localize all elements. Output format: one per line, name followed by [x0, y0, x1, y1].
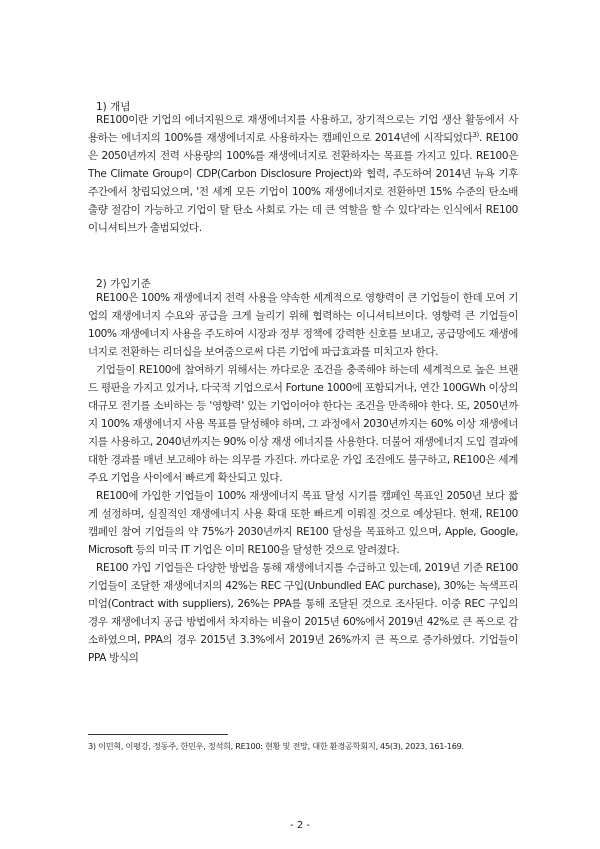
- section-2-heading: 2) 가입기준: [96, 278, 151, 290]
- section-1-text-b: . RE100은 2050년까지 전력 사용량의 100%를 재생에너지로 전환하자는 목표를 가지고 있다. RE100은 The Climate Group이 CDP(Carbon Disclosure Project)와 협력, 주도하여 2014년 뉴욕 기후주간에서 창립되었으며, '전 세계 모든 기업이 100% 재생에너지로 전환하면 15% 수준의 탄소배출량 절감이 가능하고 기업이 탈 탄소 사회로 가는 데 큰 역할을 할 수 있다'라는 인식에서 RE100 이니셔티브가 출범되었다.: [88, 132, 519, 234]
- section-2-paragraph-2: 기업들이 RE100에 참여하기 위해서는 까다로운 조건을 충족해야 하는데 세계적으로 높은 브랜드 평판을 가지고 있거나, 다국적 기업으로서 Fortune 1000에 포함되거나, 연간 100GWh 이상의 대규모 전기를 소비하는 등 '영향력' 있는 기업이어야 한다는 조건을 만족해야 한다. 또, 2050년까지 100% 재생에너지 사용 목표를 달성해야 하며, 그 과정에서 2030년까지는 60% 이상 재생에너지를 사용하고, 2040년까지는 90% 이상 재생 에너지를 사용한다. 더불어 재생에너지 도입 결과에 대한 경과를 매년 보고해야 하는 의무를 가진다. 까다로운 가입 조건에도 불구하고, RE100은 세계 주요 기업을 사이에서 빠르게 확산되고 있다.: [88, 364, 518, 484]
- footnote-3: 3) 이민혁, 이평강, 정동주, 한민우, 정석희, RE100: 현황 및 전망, 대한 환경공학회지, 45(3), 2023, 161-169.: [88, 741, 464, 751]
- page-number: - 2 -: [290, 820, 310, 831]
- footnote-ref-3[interactable]: 3): [472, 131, 479, 139]
- section-2-paragraph-3: RE100에 가입한 기업들이 100% 재생에너지 목표 달성 시기를 캠페인 목표인 2050년 보다 짧게 설정하며, 실질적인 재생에너지 사용 확대 또한 빠르게 이뤄질 것으로 예상된다. 현재, RE100 캠페인 참여 기업들의 약 75%가 2030년까지 RE100 달성을 목표하고 있으며, Apple, Google, Microsoft 등의 미국 IT 기업은 이미 RE100을 달성한 것으로 알려졌다.: [88, 490, 518, 556]
- section-1-body: [88, 111, 518, 237]
- section-1-paragraph: [88, 111, 518, 237]
- section-1-text-a: RE100이란 기업의 에너지원으로 재생에너지를 사용하고, 장기적으로는 기업 생산 활동에서 사용하는 에너지의 100%를 재생에너지로 사용하자는 캠페인으로 2014년에 시작되었다: [88, 114, 518, 144]
- footnote-divider: [88, 734, 228, 735]
- section-2-paragraph-1: RE100은 100% 재생에너지 전력 사용을 약속한 세계적으로 영향력이 큰 기업들이 한데 모여 기업의 재생에너지 수요와 공급을 크게 늘리기 위해 협력하는 이니셔티브이다. 영향력 큰 기업들이 100% 재생에너지 사용을 주도하여 시장과 정부 정책에 강력한 신호를 보내고, 공급망에도 재생에너지로 전환하는 리더십을 보여줌으로써 다른 기업에 파급효과를 미치고자 한다.: [88, 292, 518, 358]
- section-2-paragraph-4: RE100 가입 기업들은 다양한 방법을 통해 재생에너지를 수급하고 있는데, 2019년 기준 RE100 기업들이 조달한 재생에너지의 42%는 REC 구입(Unbundled EAC purchase), 30%는 녹색프리미엄(Contract with suppliers), 26%는 PPA를 통해 조달된 것으로 조사된다. 이중 REC 구입의 경우 재생에너지 공급 방법에서 차지하는 비율이 2015년 60%에서 2019년 42%로 큰 폭으로 감소하였으며, PPA의 경우 2015년 3.3%에서 2019년 26%까지 큰 폭으로 증가하였다. 기업들이 PPA 방식의: [88, 562, 518, 664]
- section-2-body: [88, 289, 518, 667]
- section-1-heading: 1) 개념: [96, 101, 131, 113]
